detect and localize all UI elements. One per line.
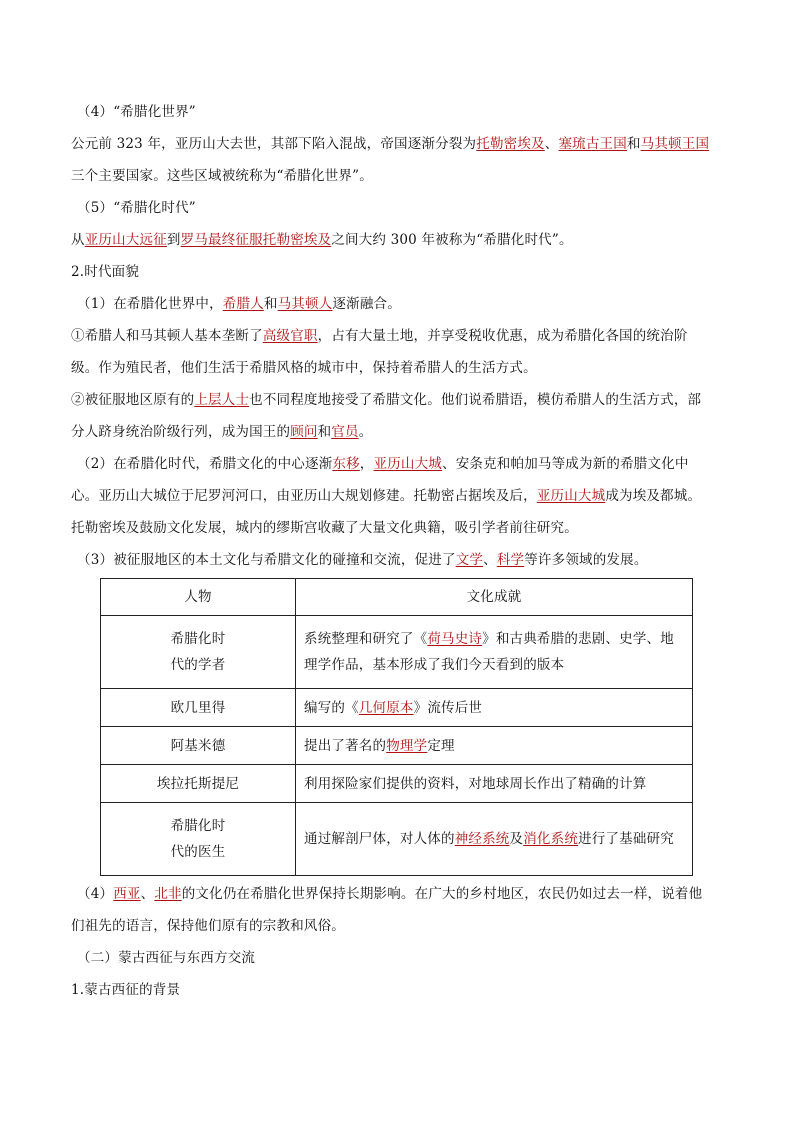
table-header-person: 人物 — [101, 579, 296, 616]
table-row — [101, 803, 693, 876]
table-row — [101, 727, 693, 765]
table-cell-person: 欧几里得 — [101, 689, 296, 727]
table-header-achievement: 文化成就 — [296, 579, 693, 616]
key-term: 消化系统 — [523, 831, 579, 847]
key-term: 西亚 — [113, 886, 141, 902]
key-term: 几何原本 — [358, 699, 414, 716]
key-term: 北非 — [154, 886, 182, 902]
table-cell-achievement: 编写的《几何原本》流传后世 — [296, 689, 693, 727]
key-term: 神经系统 — [454, 831, 510, 847]
key-term: 科学 — [496, 552, 525, 568]
key-term: 马其顿王国 — [640, 136, 710, 152]
paragraph-ruling-class: ①希腊人和马其顿人基本垄断了高级官职，占有大量土地，并享受税收优惠，成为希腊化各国的统治阶 — [71, 328, 688, 344]
section-heading-mongol: （二）蒙古西征与东西方交流 — [77, 950, 256, 966]
paragraph-line: 三个主要国家。这些区域被统称为“希腊化世界”。 — [71, 168, 373, 184]
table-row — [101, 765, 693, 803]
achievements-table — [100, 578, 693, 876]
subheading-hellenistic-world: （4）“希腊化世界” — [77, 104, 196, 120]
paragraph-local-influence: （4）西亚、北非的文化仍在希腊化世界保持长期影响。在广大的乡村地区，农民仍如过去一样，说着他 — [77, 886, 703, 902]
key-term: 亚历山大城 — [536, 488, 606, 504]
key-term: 东移 — [332, 456, 360, 472]
key-term: 亚历山大远征 — [84, 232, 167, 248]
key-term: 马其顿人 — [277, 296, 333, 312]
paragraph-line: 托勒密埃及鼓励文化发展，城内的缪斯宫收藏了大量文化典籍，吸引学者前往研究。 — [71, 520, 578, 536]
document-body — [71, 96, 721, 1006]
paragraph-line: 分人跻身统治阶级行列，成为国王的顾问和官员。 — [71, 424, 373, 440]
paragraph-cultural-center: （2）在希腊化时代，希腊文化的中心逐渐东移，亚历山大城、安条克和帕加马等成为新的希腊文化中 — [77, 456, 689, 472]
table-cell-person: 埃拉托斯提尼 — [101, 765, 296, 803]
key-term: 亚历山大城 — [373, 456, 442, 472]
table-cell-person: 希腊化时 代的学者 — [101, 616, 296, 689]
table-header-row — [101, 579, 693, 616]
table-cell-achievement: 系统整理和研究了《荷马史诗》和古典希腊的悲剧、史学、地 理学作品，基本形成了我们今天看到的版本 — [296, 616, 693, 689]
key-term: 高级官职 — [262, 328, 318, 344]
key-term: 文学 — [455, 552, 484, 568]
key-term: 罗马最终征服托勒密埃及 — [180, 232, 332, 248]
section-heading-era-features: 2.时代面貌 — [71, 264, 140, 280]
paragraph-division: 公元前 323 年，亚历山大去世，其部下陷入混战，帝国逐渐分裂为托勒密埃及、塞琉古王国和马其顿王国 — [71, 136, 710, 152]
section-heading-mongol-background: 1.蒙古西征的背景 — [71, 982, 181, 998]
key-term: 托勒密埃及 — [476, 136, 545, 152]
table-cell-achievement: 提出了著名的物理学定理 — [296, 727, 693, 765]
table-row — [101, 689, 693, 727]
key-term: 物理学 — [386, 737, 428, 754]
paragraph-line: 心。亚历山大城位于尼罗河河口，由亚历山大规划修建。托勒密占据埃及后，亚历山大城成为埃及都城。 — [71, 488, 702, 504]
paragraph-development: （3）被征服地区的本土文化与希腊文化的碰撞和交流，促进了文学、科学等许多领域的发展。 — [77, 552, 648, 568]
table-cell-person: 阿基米德 — [101, 727, 296, 765]
table-cell-achievement: 利用探险家们提供的资料，对地球周长作出了精确的计算 — [296, 765, 693, 803]
key-term: 希腊人 — [222, 296, 264, 312]
paragraph-line: 级。作为殖民者，他们生活于希腊风格的城市中，保持着希腊人的生活方式。 — [71, 360, 537, 376]
paragraph-upper-class: ②被征服地区原有的上层人士也不同程度地接受了希腊文化。他们说希腊语，模仿希腊人的生活方式，部 — [71, 392, 702, 408]
key-term: 官员 — [331, 424, 359, 440]
table-cell-achievement: 通过解剖尸体，对人体的神经系统及消化系统进行了基础研究 — [296, 803, 693, 876]
paragraph-fusion: （1）在希腊化世界中，希腊人和马其顿人逐渐融合。 — [77, 296, 401, 312]
key-term: 顾问 — [290, 424, 318, 440]
key-term: 荷马史诗 — [427, 631, 483, 647]
paragraph-era: 从亚历山大远征到罗马最终征服托勒密埃及之间大约 300 年被称为“希腊化时代”。 — [71, 232, 573, 248]
key-term: 塞琉古王国 — [558, 136, 627, 152]
paragraph-line: 们祖先的语言，保持他们原有的宗教和风俗。 — [71, 918, 345, 934]
table-row — [101, 616, 693, 689]
table-cell-person: 希腊化时 代的医生 — [101, 803, 296, 876]
key-term: 上层人士 — [194, 392, 250, 408]
subheading-hellenistic-era: （5）“希腊化时代” — [77, 200, 196, 216]
